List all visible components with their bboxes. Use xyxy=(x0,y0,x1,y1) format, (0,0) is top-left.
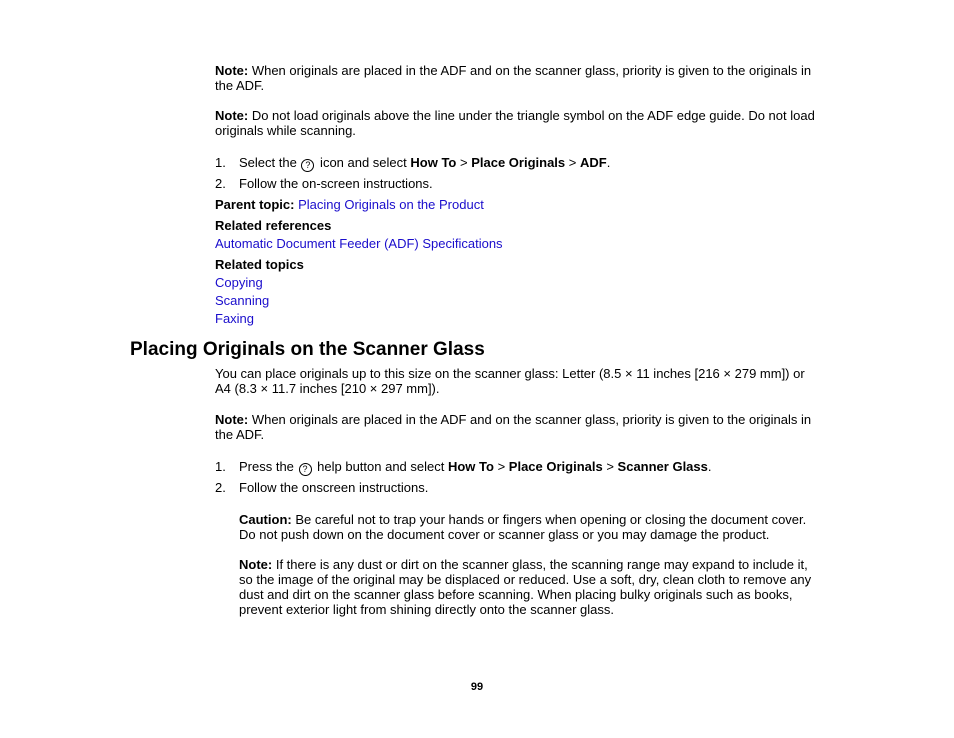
separator: > xyxy=(565,155,580,170)
note-label: Note: xyxy=(215,412,249,427)
step-text: Select the xyxy=(239,155,301,170)
note-text: When originals are placed in the ADF and on the scanner glass, priority is given to the originals in the ADF. xyxy=(215,412,812,442)
caution-label: Caution: xyxy=(239,512,292,527)
step-text: Follow the on-screen instructions. xyxy=(239,176,433,191)
step-number: 1. xyxy=(215,459,226,474)
separator: > xyxy=(493,459,509,474)
step-number: 2. xyxy=(215,176,226,191)
note-label: Note: xyxy=(239,557,273,572)
period: . xyxy=(707,459,712,474)
link-adf-specifications[interactable]: Automatic Document Feeder (ADF) Specifications xyxy=(215,236,503,251)
related-topics-heading: Related topics xyxy=(215,257,304,272)
glass-step-2 xyxy=(215,480,428,495)
note-label: Note: xyxy=(215,63,249,78)
separator: > xyxy=(602,459,618,474)
separator: > xyxy=(456,155,472,170)
note-text: When originals are placed in the ADF and on the scanner glass, priority is given to the originals in the ADF. xyxy=(215,63,812,93)
adf-step-1 xyxy=(215,155,835,172)
note-adf-priority xyxy=(215,63,825,93)
menu-adf: ADF xyxy=(579,155,607,170)
step-text: Follow the onscreen instructions. xyxy=(239,480,429,495)
note-load-line xyxy=(215,108,830,138)
section-intro: You can place originals up to this size on the scanner glass: Letter (8.5 × 11 inches [216 × 279 mm]) or A4 (8.3 × 11.7 inches [210 × 297 mm]). xyxy=(215,366,805,396)
note-text: If there is any dust or dirt on the scanner glass, the scanning range may expand to include it, so the image of the original may be displaced or reduced. Use a soft, dry, clean cloth to remove any dust and dirt on the scanner glass before scanning. When placing bulky originals such as books, prevent exterior light from shining directly onto the scanner glass. xyxy=(239,557,812,617)
menu-place-originals: Place Originals xyxy=(508,459,603,474)
menu-scanner-glass: Scanner Glass xyxy=(617,459,708,474)
section-note xyxy=(215,412,825,442)
menu-place-originals: Place Originals xyxy=(471,155,566,170)
caution-block xyxy=(239,512,824,542)
menu-how-to: How To xyxy=(447,459,494,474)
glass-step-1 xyxy=(215,459,835,476)
parent-topic-label: Parent topic: xyxy=(215,197,295,212)
menu-how-to: How To xyxy=(410,155,457,170)
step-number: 1. xyxy=(215,155,226,170)
help-icon: ? xyxy=(299,463,312,476)
help-icon: ? xyxy=(301,159,314,172)
step-number: 2. xyxy=(215,480,226,495)
parent-topic-link[interactable]: Placing Originals on the Product xyxy=(298,197,484,212)
note-label: Note: xyxy=(215,108,249,123)
period: . xyxy=(606,155,611,170)
note-text: Do not load originals above the line under the triangle symbol on the ADF edge guide. Do not load originals while scanning. xyxy=(215,108,815,138)
step-text: help button and select xyxy=(313,459,448,474)
link-scanning[interactable]: Scanning xyxy=(215,293,270,308)
adf-step-2 xyxy=(215,176,433,191)
link-faxing[interactable]: Faxing xyxy=(215,311,255,326)
section-title: Placing Originals on the Scanner Glass xyxy=(130,339,485,360)
dust-note xyxy=(239,557,824,617)
related-references-heading: Related references xyxy=(215,218,332,233)
step-text: Press the xyxy=(239,459,298,474)
link-copying[interactable]: Copying xyxy=(215,275,263,290)
step-text: icon and select xyxy=(316,155,411,170)
page-number: 99 xyxy=(470,681,484,693)
parent-topic xyxy=(215,197,484,212)
caution-text: Be careful not to trap your hands or fingers when opening or closing the document cover. Do not push down on the document cover or scanner glass or you may damage the product. xyxy=(239,512,807,542)
